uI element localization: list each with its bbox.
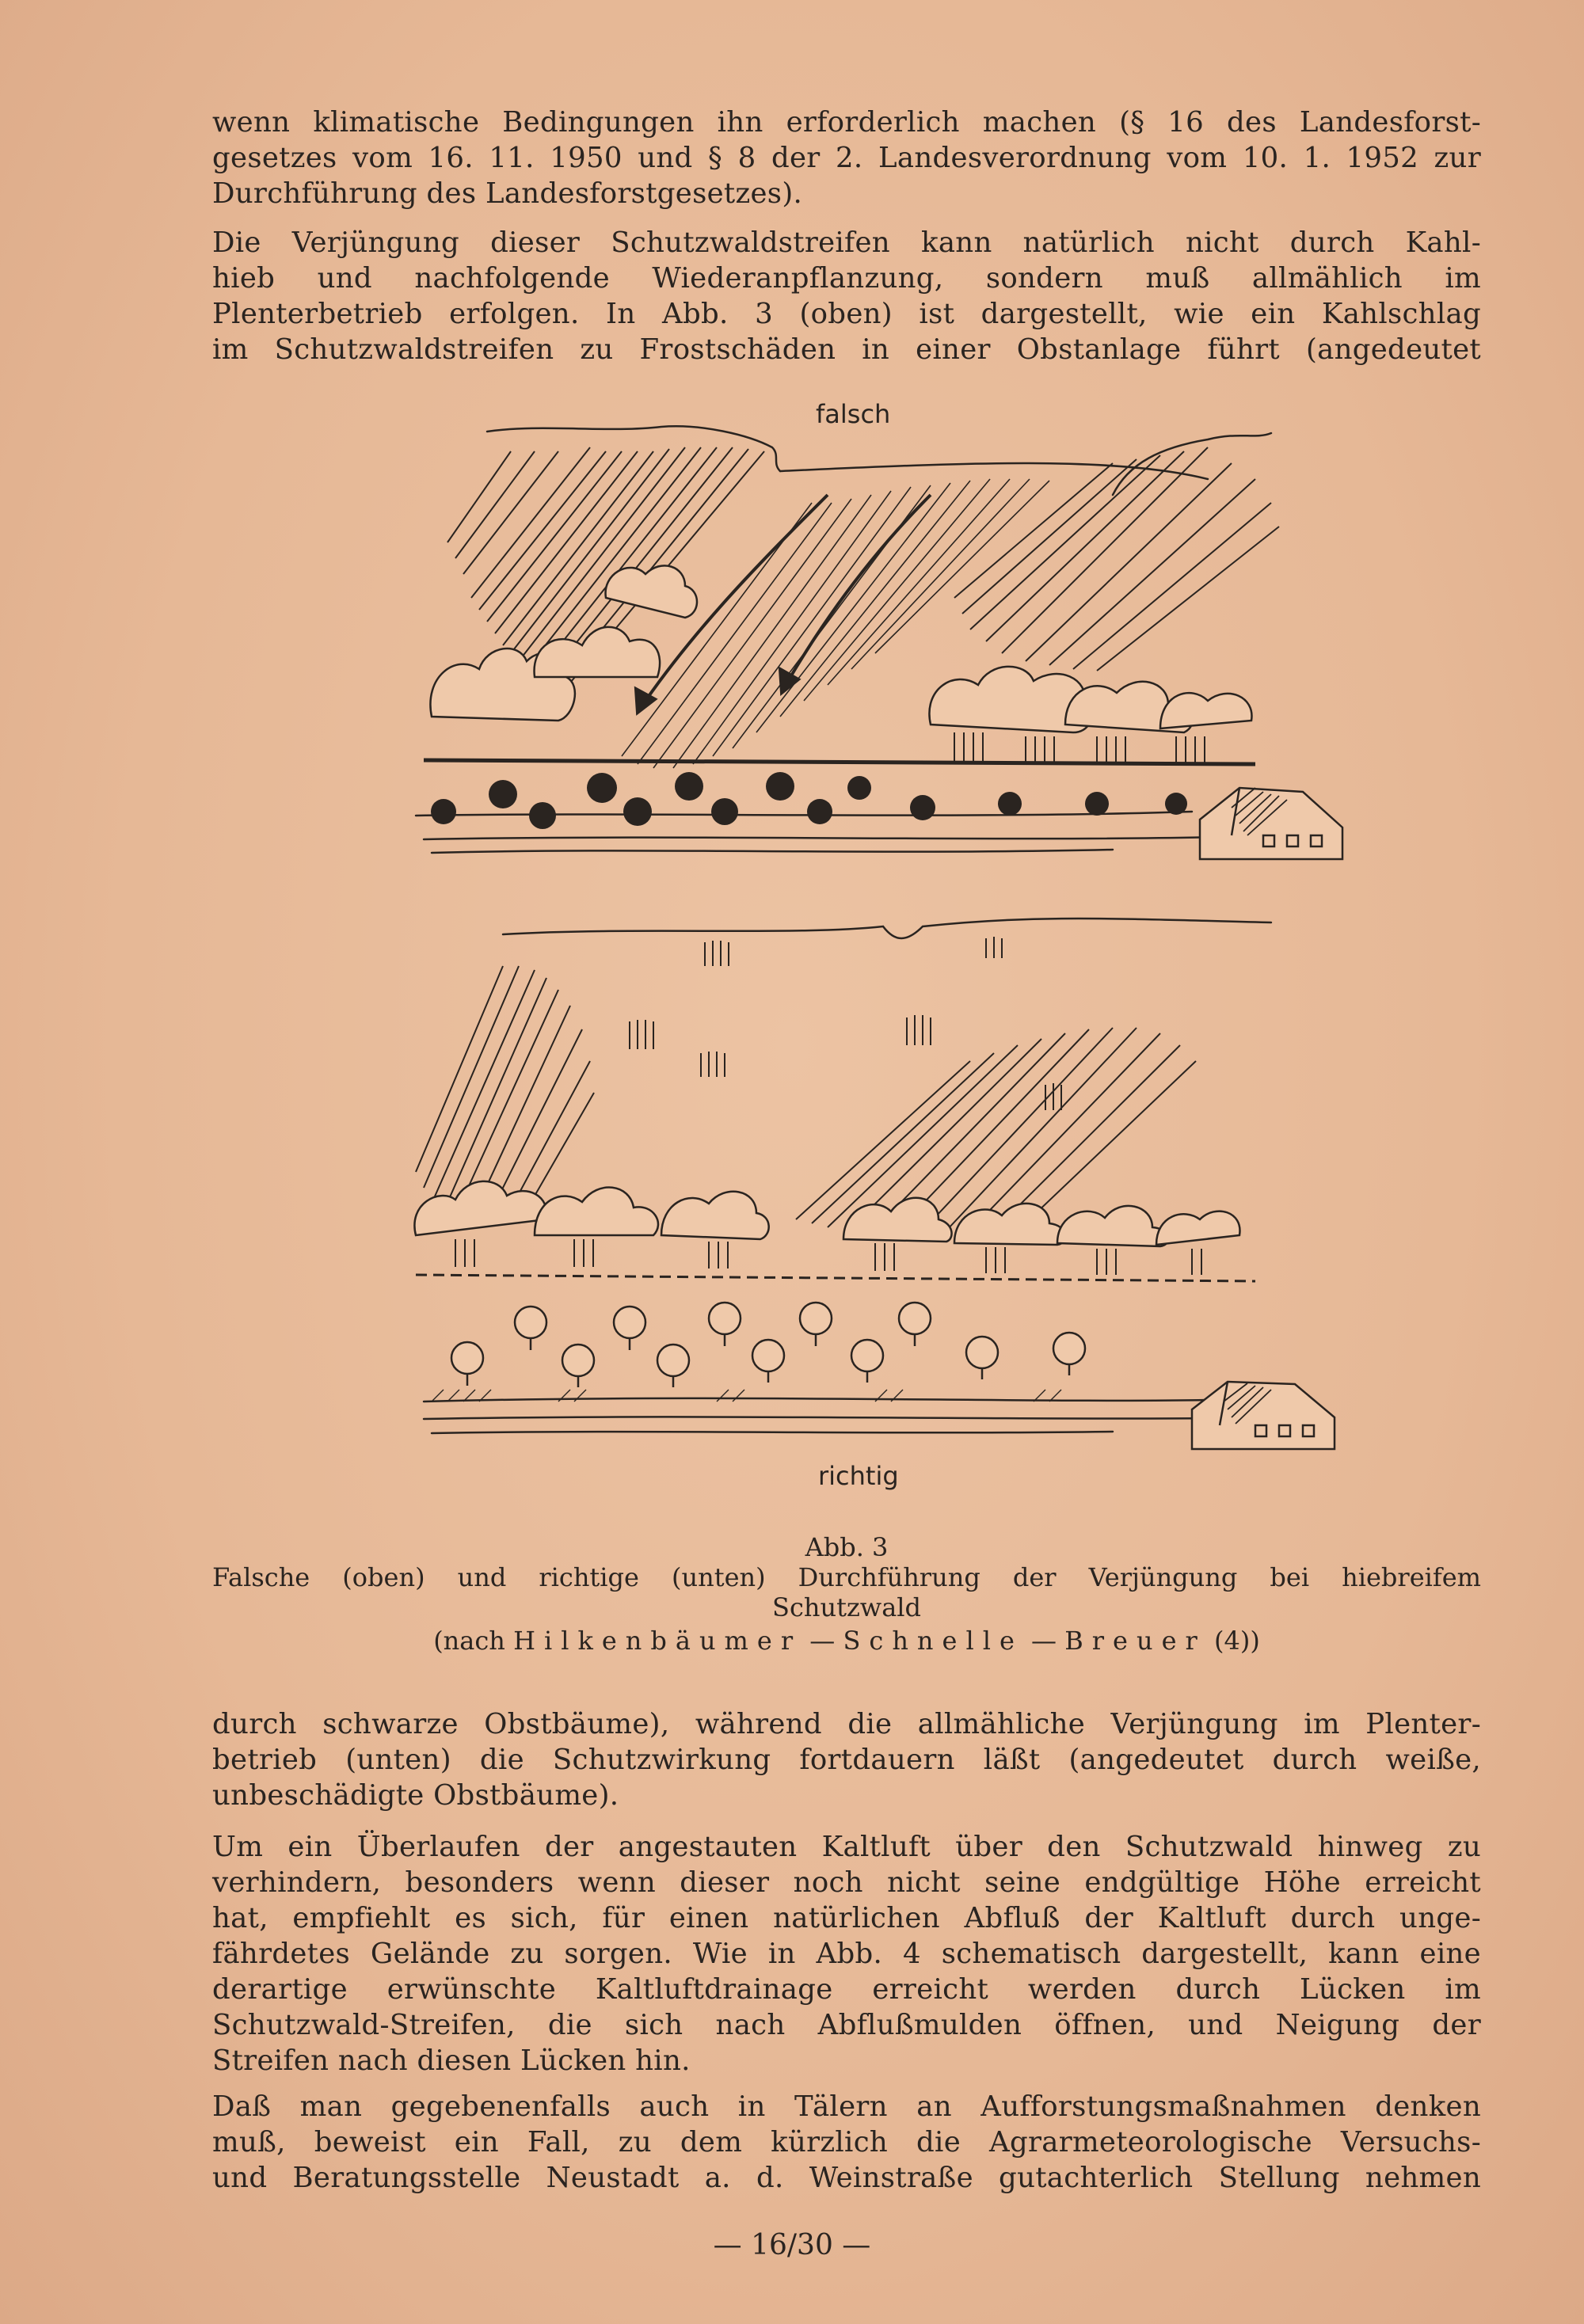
figure-label-richtig: richtig: [818, 1461, 899, 1491]
text-line: hieb und nachfolgende Wiederanpflanzung, sondern muß allmählich im: [212, 262, 1481, 295]
text-line: Plenterbetrieb erfolgen. In Abb. 3 (oben) ist dargestellt, wie ein Kahlschlag: [212, 298, 1481, 330]
caption-authors-prefix: (nach: [433, 1626, 505, 1656]
paragraph-2: [212, 225, 1481, 367]
text-line: und Beratungsstelle Neustadt a. d. Weinstraße gutachterlich Stellung nehmen: [212, 2162, 1481, 2194]
text-line: wenn klimatische Bedingungen ihn erforderlich machen (§ 16 des Landesforst-: [212, 106, 1481, 139]
text-line: Durchführung des Landesforstgesetzes).: [212, 177, 803, 210]
text-line: Die Verjüngung dieser Schutzwaldstreifen kann natürlich nicht durch Kahl-: [212, 226, 1481, 259]
text-line: durch schwarze Obstbäume), während die allmähliche Verjüngung im Plenter-: [212, 1708, 1481, 1740]
paragraph-1: [212, 105, 1481, 211]
caption-author-1: Hilkenbäumer: [513, 1626, 802, 1656]
text-line: Streifen nach diesen Lücken hin.: [212, 2044, 691, 2077]
text-line: verhindern, besonders wenn dieser noch nicht seine endgültige Höhe erreicht: [212, 1866, 1481, 1899]
caption-line-2: Schutzwald: [772, 1592, 921, 1622]
paragraph-5: [212, 2089, 1481, 2196]
caption-number: Abb. 3: [805, 1532, 889, 1562]
illustration-top-falsch: [400, 416, 1382, 883]
figure-caption: [212, 1532, 1481, 1656]
caption-dash-1: —: [809, 1626, 836, 1656]
figure-label-falsch: falsch: [816, 399, 891, 429]
illustration-bottom-richtig: [400, 903, 1382, 1473]
caption-line-1: Falsche (oben) und richtige (unten) Durchführung der Verjüngung bei hiebreifem: [212, 1562, 1481, 1592]
page-number: — 16/30 —: [713, 2229, 871, 2261]
text-line: fährdetes Gelände zu sorgen. Wie in Abb. 4 schematisch dargestellt, kann eine: [212, 1938, 1481, 1970]
text-line: gesetzes vom 16. 11. 1950 und § 8 der 2. Landesverordnung vom 10. 1. 1952 zur: [212, 142, 1481, 174]
caption-authors-suffix: (4)): [1213, 1626, 1260, 1656]
text-line: Um ein Überlaufen der angestauten Kaltluft über den Schutzwald hinweg zu: [212, 1831, 1481, 1863]
text-line: derartige erwünschte Kaltluftdrainage erreicht werden durch Lücken im: [212, 1973, 1481, 2006]
text-line: hat, empfiehlt es sich, für einen natürlichen Abfluß der Kaltluft durch unge-: [212, 1902, 1481, 1934]
caption-author-3: Breuer: [1064, 1626, 1206, 1656]
paragraph-3: [212, 1706, 1481, 1813]
text-line: Schutzwald-Streifen, die sich nach Abflußmulden öffnen, und Neigung der: [212, 2009, 1481, 2041]
caption-authors: [212, 1626, 1481, 1656]
text-line: Daß man gegebenenfalls auch in Tälern an Aufforstungsmaßnahmen denken: [212, 2090, 1481, 2123]
caption-author-2: Schnelle: [843, 1626, 1023, 1656]
paragraph-4: [212, 1829, 1481, 2079]
text-line: muß, beweist ein Fall, zu dem kürzlich die Agrarmeteorologische Versuchs-: [212, 2126, 1481, 2159]
caption-dash-2: —: [1031, 1626, 1057, 1656]
text-line: unbeschädigte Obstbäume).: [212, 1779, 619, 1812]
text-line: betrieb (unten) die Schutzwirkung fortdauern läßt (angedeutet durch weiße,: [212, 1744, 1481, 1776]
text-line: im Schutzwaldstreifen zu Frostschäden in einer Obstanlage führt (angedeutet: [212, 333, 1481, 366]
